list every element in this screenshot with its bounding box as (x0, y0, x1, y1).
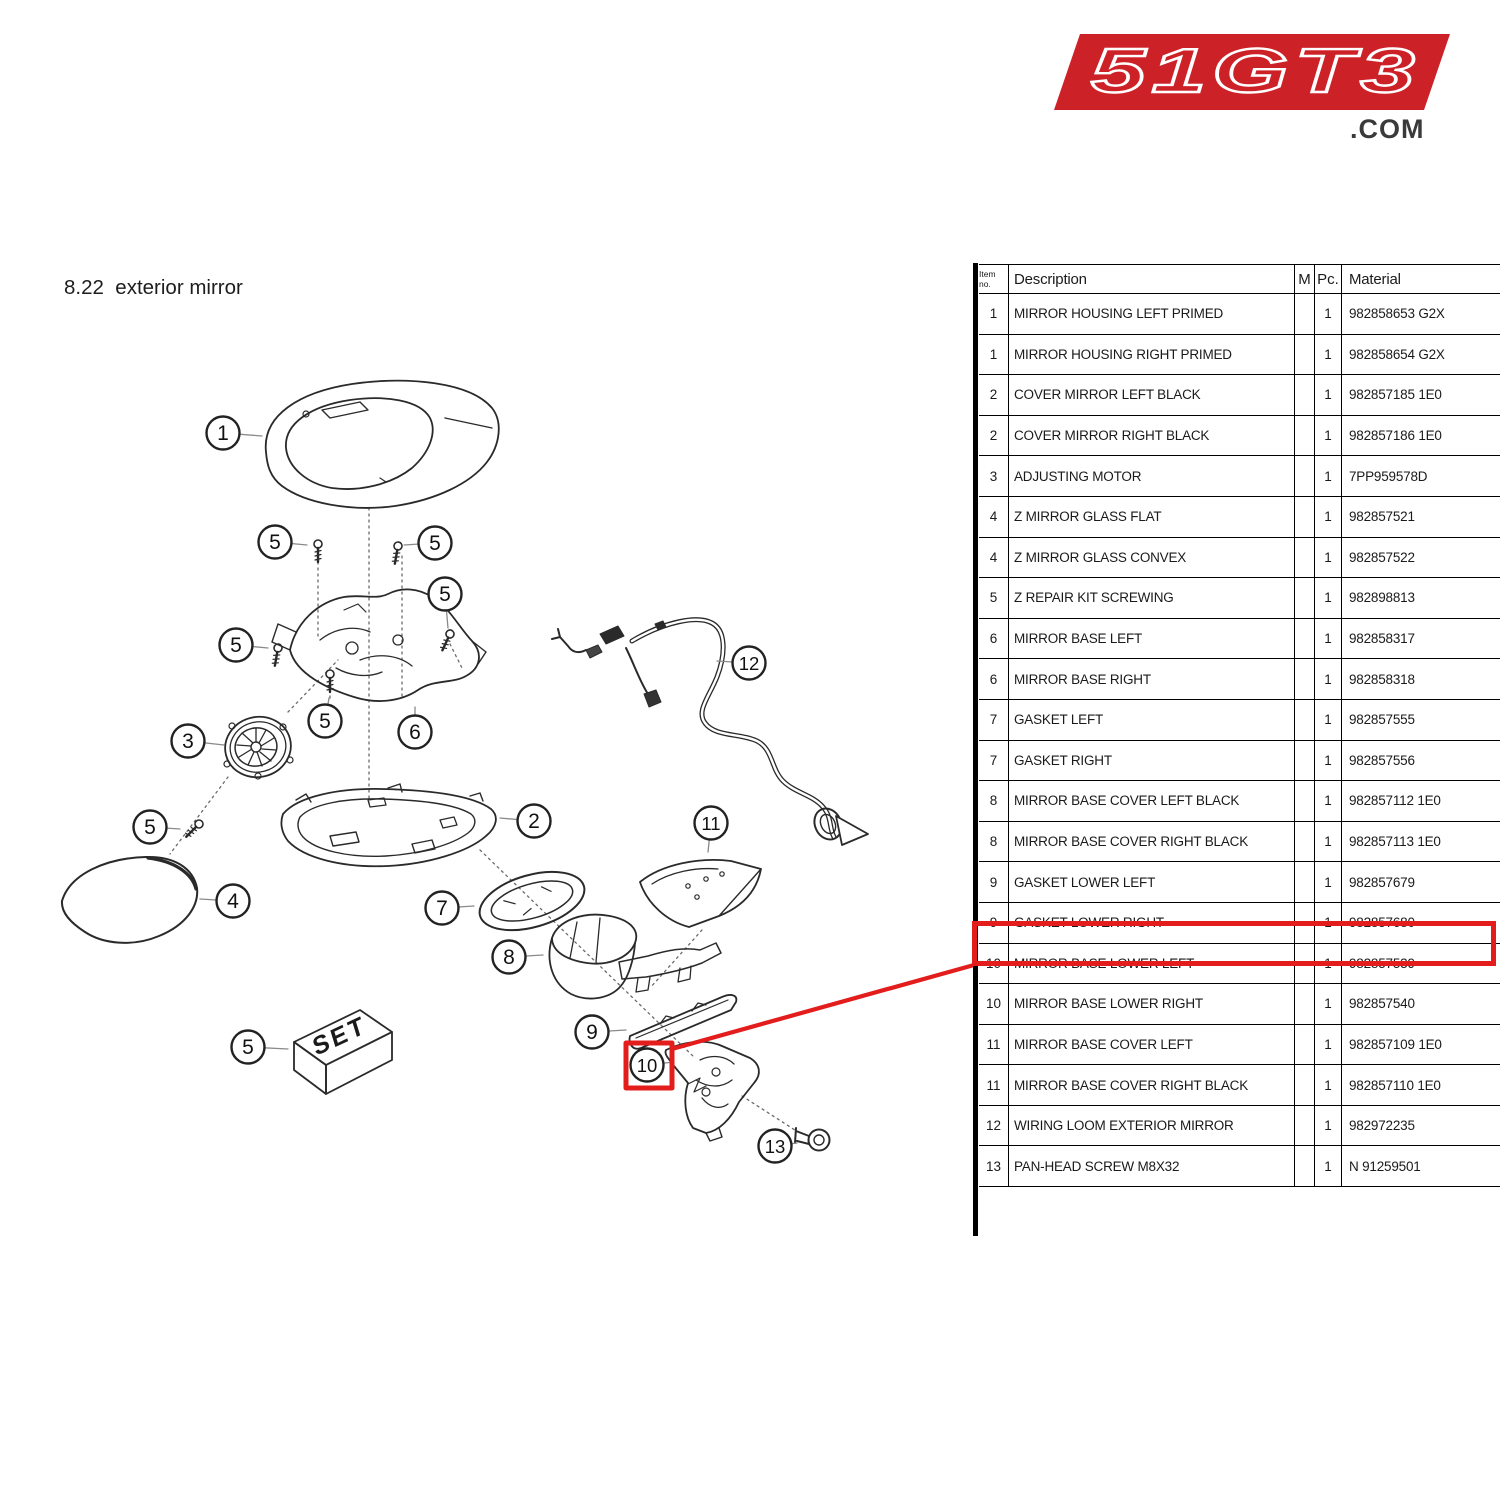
svg-text:5: 5 (429, 532, 441, 555)
cell-m (1295, 781, 1315, 821)
table-body (979, 294, 1500, 1187)
cell-item-no: 8 (979, 822, 1009, 862)
cell-item-no: 5 (979, 578, 1009, 618)
callout-1 (207, 417, 263, 450)
cell-pc: 1 (1315, 294, 1342, 334)
cell-m (1295, 1065, 1315, 1105)
cell-pc: 1 (1315, 700, 1342, 740)
page-title: 8.22 exterior mirror (64, 276, 243, 299)
part-mirror-base-cover-plate (640, 860, 761, 927)
table-row (979, 741, 1500, 782)
cell-m (1295, 456, 1315, 496)
cell-description: GASKET RIGHT (1009, 741, 1295, 781)
cell-pc: 1 (1315, 781, 1342, 821)
svg-text:1: 1 (217, 422, 229, 445)
cell-m (1295, 578, 1315, 618)
cell-description: ADJUSTING MOTOR (1009, 456, 1295, 496)
cell-m (1295, 741, 1315, 781)
table-header-row (979, 265, 1500, 294)
cell-pc: 1 (1315, 497, 1342, 537)
cell-m (1295, 903, 1315, 943)
cell-description: WIRING LOOM EXTERIOR MIRROR (1009, 1106, 1295, 1146)
cell-m (1295, 416, 1315, 456)
callout-5 (220, 629, 269, 662)
cell-m (1295, 984, 1315, 1024)
cell-m (1295, 659, 1315, 699)
cell-pc: 1 (1315, 1146, 1342, 1186)
highlight-markers (626, 965, 974, 1088)
cell-item-no: 10 (979, 944, 1009, 984)
callout-13 (759, 1130, 798, 1163)
cell-m (1295, 335, 1315, 375)
table-row (979, 1106, 1500, 1147)
svg-text:5: 5 (230, 634, 242, 657)
screw-icon (271, 643, 283, 666)
cell-m (1295, 1106, 1315, 1146)
cell-pc: 1 (1315, 619, 1342, 659)
svg-text:5: 5 (242, 1036, 254, 1059)
cell-description: MIRROR BASE LOWER RIGHT (1009, 984, 1295, 1024)
cell-item-no: 3 (979, 456, 1009, 496)
callout-4 (200, 885, 250, 918)
cell-m (1295, 497, 1315, 537)
cell-material: 982857556 (1349, 752, 1415, 768)
table-row (979, 700, 1500, 741)
svg-text:4: 4 (227, 890, 239, 913)
table-row (979, 1025, 1500, 1066)
cell-m (1295, 700, 1315, 740)
screw-icon (326, 670, 334, 692)
cell-description: GASKET LOWER RIGHT (1009, 903, 1295, 943)
table-row (979, 903, 1500, 944)
callout-6 (399, 707, 432, 749)
cell-material: 982857521 (1349, 509, 1415, 525)
cell-description: MIRROR HOUSING RIGHT PRIMED (1009, 335, 1295, 375)
cell-item-no: 6 (979, 659, 1009, 699)
cell-pc: 1 (1315, 984, 1342, 1024)
table-row (979, 538, 1500, 579)
header-m: M (1295, 265, 1315, 293)
screw-icon (391, 541, 403, 564)
svg-text:11: 11 (701, 813, 721, 834)
svg-text:5: 5 (269, 531, 281, 554)
cell-material: 982857186 1E0 (1349, 428, 1442, 444)
part-pan-head-screw (795, 1128, 830, 1151)
table-row (979, 497, 1500, 538)
callout-5 (232, 1031, 289, 1064)
cell-item-no: 7 (979, 700, 1009, 740)
callout-9 (576, 1016, 627, 1049)
svg-text:10: 10 (636, 1055, 658, 1076)
cell-pc: 1 (1315, 1065, 1342, 1105)
part-mirror-housing (266, 381, 499, 508)
table-row (979, 1146, 1500, 1187)
header-description: Description (1009, 265, 1295, 293)
svg-text:9: 9 (586, 1021, 598, 1044)
cell-pc: 1 (1315, 862, 1342, 902)
cell-material: 982898813 (1349, 590, 1415, 606)
cell-material: 982858318 (1349, 671, 1415, 687)
svg-text:5: 5 (319, 710, 331, 733)
cell-item-no: 1 (979, 335, 1009, 375)
cell-description: MIRROR BASE COVER RIGHT BLACK (1009, 822, 1295, 862)
cell-description: MIRROR HOUSING LEFT PRIMED (1009, 294, 1295, 334)
cell-item-no: 10 (979, 984, 1009, 1024)
svg-text:5: 5 (144, 816, 156, 839)
svg-text:5: 5 (439, 583, 451, 606)
cell-description: MIRROR BASE RIGHT (1009, 659, 1295, 699)
cell-item-no: 9 (979, 862, 1009, 902)
cell-item-no: 4 (979, 538, 1009, 578)
cell-description: MIRROR BASE LOWER LEFT (1009, 944, 1295, 984)
callout-5 (309, 698, 342, 738)
cell-item-no: 13 (979, 1146, 1009, 1186)
svg-text:3: 3 (182, 730, 194, 753)
cell-item-no: 2 (979, 416, 1009, 456)
cell-material: 982857680 (1349, 915, 1415, 931)
cell-item-no: 6 (979, 619, 1009, 659)
callout-5 (404, 527, 452, 560)
cell-pc: 1 (1315, 335, 1342, 375)
cell-material: 982858317 (1349, 631, 1415, 647)
cell-item-no: 2 (979, 375, 1009, 415)
cell-material: 982858654 G2X (1349, 346, 1445, 362)
callout-7 (426, 892, 475, 925)
cell-material: 982857555 (1349, 712, 1415, 728)
table-row (979, 659, 1500, 700)
table-left-border (973, 263, 978, 1236)
callout-5 (259, 526, 308, 559)
cell-pc: 1 (1315, 1106, 1342, 1146)
svg-text:2: 2 (528, 810, 540, 833)
logo-wordmark: 51GT3 (1091, 37, 1421, 106)
cell-material: 982857522 (1349, 549, 1415, 565)
table-row (979, 984, 1500, 1025)
cell-description: MIRROR BASE COVER LEFT (1009, 1025, 1295, 1065)
cell-material: 982857185 1E0 (1349, 387, 1442, 403)
cell-description: COVER MIRROR LEFT BLACK (1009, 375, 1295, 415)
cell-item-no: 12 (979, 1106, 1009, 1146)
repair-kit-set-box (294, 1010, 392, 1094)
screw-icon (314, 540, 322, 562)
table-row (979, 375, 1500, 416)
cell-m (1295, 619, 1315, 659)
cell-item-no: 11 (979, 1025, 1009, 1065)
cell-description: MIRROR BASE LEFT (1009, 619, 1295, 659)
cell-m (1295, 538, 1315, 578)
table-row (979, 619, 1500, 660)
part-cover-mirror-frame (281, 784, 495, 866)
part-adjusting-motor (219, 710, 298, 784)
cell-pc: 1 (1315, 456, 1342, 496)
svg-text:13: 13 (764, 1136, 786, 1157)
cell-description: COVER MIRROR RIGHT BLACK (1009, 416, 1295, 456)
table-row (979, 944, 1500, 985)
callout-11 (695, 807, 728, 853)
cell-item-no: 11 (979, 1065, 1009, 1105)
header-pc: Pc. (1315, 265, 1342, 293)
cell-material: 982972235 (1349, 1118, 1415, 1134)
table-row (979, 822, 1500, 863)
callout-2 (500, 805, 551, 838)
cell-description: Z REPAIR KIT SCREWING (1009, 578, 1295, 618)
callout-3 (172, 725, 225, 758)
cell-pc: 1 (1315, 1025, 1342, 1065)
cell-material: N 91259501 (1349, 1158, 1421, 1174)
cell-pc: 1 (1315, 944, 1342, 984)
callout-5 (134, 811, 181, 844)
cell-item-no: 4 (979, 497, 1009, 537)
table-row (979, 416, 1500, 457)
cell-material: 982858653 G2X (1349, 306, 1445, 322)
table-row (979, 335, 1500, 376)
cell-material: 982857110 1E0 (1349, 1077, 1441, 1093)
part-mirror-base-cover-funnel (549, 915, 721, 999)
callout-10 (631, 1049, 675, 1082)
svg-text:8: 8 (503, 946, 515, 969)
cell-description: MIRROR BASE COVER LEFT BLACK (1009, 781, 1295, 821)
cell-item-no: 8 (979, 781, 1009, 821)
table-row (979, 578, 1500, 619)
screw-icon (439, 629, 456, 652)
cell-description: MIRROR BASE COVER RIGHT BLACK (1009, 1065, 1295, 1105)
set-box-label: SET (309, 1010, 370, 1062)
cell-m (1295, 1146, 1315, 1186)
callout-8 (493, 941, 544, 974)
cell-pc: 1 (1315, 538, 1342, 578)
cell-m (1295, 862, 1315, 902)
header-item-no: Item no. (979, 265, 1009, 293)
cell-description: Z MIRROR GLASS CONVEX (1009, 538, 1295, 578)
header-material: Material (1349, 270, 1401, 288)
cell-pc: 1 (1315, 822, 1342, 862)
part-mirror-base-lower (665, 1042, 758, 1141)
svg-text:7: 7 (436, 897, 448, 920)
cell-pc: 1 (1315, 741, 1342, 781)
cell-material: 7PP959578D (1349, 468, 1428, 484)
table-row (979, 781, 1500, 822)
cell-description: Z MIRROR GLASS FLAT (1009, 497, 1295, 537)
table-row (979, 862, 1500, 903)
cell-m (1295, 822, 1315, 862)
cell-pc: 1 (1315, 416, 1342, 456)
cell-item-no: 1 (979, 294, 1009, 334)
cell-description: PAN-HEAD SCREW M8X32 (1009, 1146, 1295, 1186)
table-row (979, 456, 1500, 497)
cell-description: GASKET LOWER LEFT (1009, 862, 1295, 902)
cell-material: 982857679 (1349, 874, 1415, 890)
logo-tld: .COM (1350, 114, 1425, 144)
cell-material: 982857113 1E0 (1349, 834, 1441, 850)
cell-pc: 1 (1315, 578, 1342, 618)
cell-pc: 1 (1315, 903, 1342, 943)
cell-description: GASKET LEFT (1009, 700, 1295, 740)
cell-m (1295, 944, 1315, 984)
highlight-connector-line (672, 965, 974, 1049)
cell-material: 982857539 (1349, 955, 1415, 971)
cell-item-no: 7 (979, 741, 1009, 781)
cell-m (1295, 294, 1315, 334)
cell-item-no: 9 (979, 903, 1009, 943)
part-mirror-glass (62, 857, 197, 943)
parts-table (979, 264, 1500, 1187)
cell-pc: 1 (1315, 375, 1342, 415)
cell-pc: 1 (1315, 659, 1342, 699)
cell-material: 982857112 1E0 (1349, 793, 1441, 809)
svg-text:12: 12 (738, 653, 760, 674)
table-row (979, 1065, 1500, 1106)
cell-m (1295, 1025, 1315, 1065)
cell-material: 982857540 (1349, 996, 1415, 1012)
svg-text:6: 6 (409, 721, 421, 744)
cell-material: 982857109 1E0 (1349, 1036, 1442, 1052)
table-row (979, 294, 1500, 335)
cell-m (1295, 375, 1315, 415)
